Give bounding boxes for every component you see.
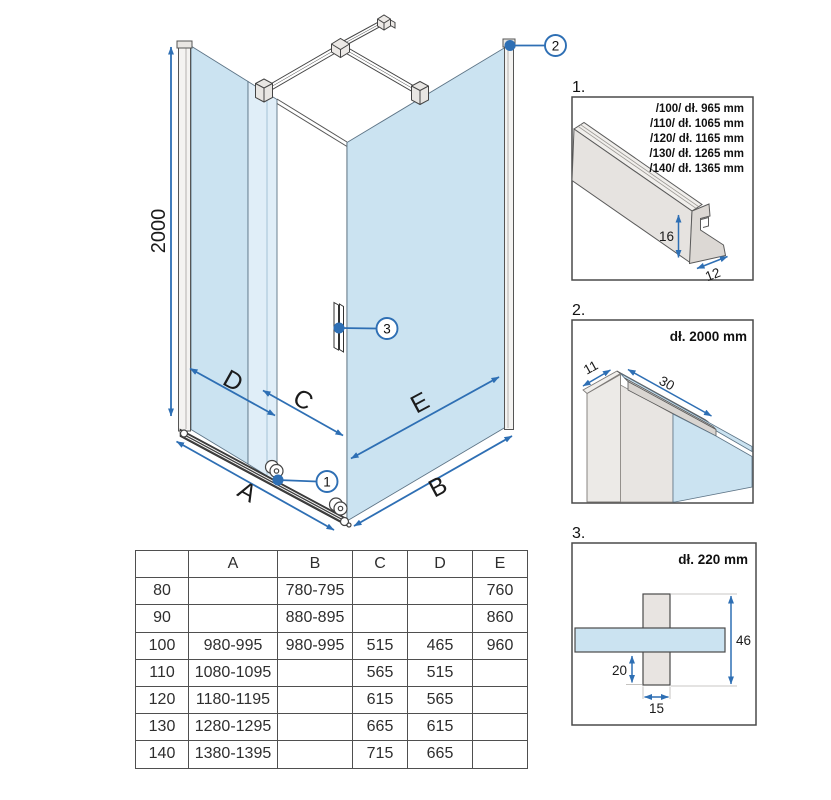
detail-2-dim-11: 11	[580, 357, 601, 378]
table-cell: 1280-1295	[189, 714, 278, 741]
table-cell: 760	[473, 578, 528, 605]
wall-profile-left-face	[587, 375, 621, 503]
detail-1-dim-12: 12	[703, 264, 723, 285]
table-row	[136, 605, 528, 632]
detail-2-dim-30: 30	[656, 372, 677, 394]
size-table	[135, 550, 528, 769]
table-cell: 80	[136, 578, 189, 605]
table-cell: 120	[136, 686, 189, 713]
table-cell: 90	[136, 605, 189, 632]
table-cell: 565	[408, 686, 473, 713]
glass-clamp-left	[256, 79, 273, 102]
table-cell: 880-895	[278, 605, 353, 632]
table-cell: 130	[136, 714, 189, 741]
top-support-bars	[256, 15, 429, 105]
dimension-d-label: D	[218, 364, 248, 398]
right-wall-profile	[503, 39, 515, 430]
table-header-cell	[136, 551, 189, 578]
table-cell	[278, 714, 353, 741]
table-cell: 1080-1095	[189, 659, 278, 686]
main-isometric-drawing	[148, 15, 566, 530]
detail-box-1	[572, 79, 753, 284]
detail-3-dim-15: 15	[648, 701, 665, 716]
table-cell	[278, 686, 353, 713]
table-cell	[189, 605, 278, 632]
table-cell: 140	[136, 741, 189, 768]
glass-section-bar	[575, 628, 725, 652]
table-row	[136, 741, 528, 768]
table-cell: 100	[136, 632, 189, 659]
table-cell: 980-995	[189, 632, 278, 659]
table-cell	[408, 578, 473, 605]
table-cell: 860	[473, 605, 528, 632]
detail-box-3	[572, 525, 756, 725]
table-row	[136, 578, 528, 605]
dimension-a-label: A	[232, 475, 262, 509]
detail-3-dim-46: 46	[736, 633, 752, 648]
table-cell: 465	[408, 632, 473, 659]
table-header-cell: A	[189, 551, 278, 578]
table-cell	[408, 605, 473, 632]
table-cell: 110	[136, 659, 189, 686]
detail-2-length: dł. 2000 mm	[669, 329, 747, 344]
dimension-b-label: B	[424, 470, 452, 504]
detail-1-dim-16: 16	[658, 229, 674, 244]
callout-1-dot	[273, 475, 284, 486]
table-cell	[473, 714, 528, 741]
svg-text:/140/ dł. 1365 mm: /140/ dł. 1365 mm	[649, 163, 744, 175]
table-cell: 1180-1195	[189, 686, 278, 713]
table-cell	[473, 741, 528, 768]
table-cell: 615	[408, 714, 473, 741]
table-row	[136, 659, 528, 686]
detail-3-length: dł. 220 mm	[678, 552, 748, 567]
table-cell: 960	[473, 632, 528, 659]
sliding-door-overlap-glass	[248, 82, 277, 483]
dimension-c-label: C	[288, 383, 318, 417]
left-fixed-glass-panel	[191, 46, 248, 464]
table-cell	[353, 578, 408, 605]
detail-2-label: 2.	[572, 302, 586, 319]
dimension-height-label: 2000	[148, 208, 170, 254]
table-cell: 515	[353, 632, 408, 659]
glass-clamp-right	[412, 82, 429, 105]
table-cell: 565	[353, 659, 408, 686]
detail-box-2	[572, 302, 753, 503]
svg-text:/120/ dł. 1165 mm: /120/ dł. 1165 mm	[650, 133, 744, 145]
table-cell	[278, 659, 353, 686]
table-header-cell: B	[278, 551, 353, 578]
svg-text:/110/ dł. 1065 mm: /110/ dł. 1065 mm	[650, 118, 744, 130]
table-header-cell: E	[473, 551, 528, 578]
detail-1-size-list	[649, 103, 744, 175]
table-cell: 665	[353, 714, 408, 741]
table-cell	[473, 686, 528, 713]
rail-profile-end-section	[690, 204, 726, 264]
table-cell: 780-795	[278, 578, 353, 605]
table-cell: 615	[353, 686, 408, 713]
table-cell	[353, 605, 408, 632]
table-cell: 980-995	[278, 632, 353, 659]
table-cell	[278, 741, 353, 768]
detail-3-dim-20: 20	[611, 663, 627, 678]
callout-1-number: 1	[323, 474, 331, 490]
table-cell: 515	[408, 659, 473, 686]
callout-3-number: 3	[383, 321, 391, 337]
table-cell: 665	[408, 741, 473, 768]
table-cell	[473, 659, 528, 686]
table-header-cell: C	[353, 551, 408, 578]
callout-3-dot	[334, 323, 345, 334]
svg-text:/130/ dł. 1265 mm: /130/ dł. 1265 mm	[649, 148, 744, 160]
callout-2-number: 2	[551, 38, 560, 54]
detail-3-label: 3.	[572, 525, 586, 542]
door-top-rail-line-1	[277, 99, 347, 142]
svg-text:/100/ dł. 965 mm: /100/ dł. 965 mm	[655, 103, 744, 115]
table-row	[136, 686, 528, 713]
detail-1-label: 1.	[572, 79, 586, 96]
wall-anchor-block	[378, 15, 396, 30]
table-cell: 1380-1395	[189, 741, 278, 768]
table-cell	[189, 578, 278, 605]
table-row	[136, 714, 528, 741]
callout-2-dot	[505, 40, 516, 51]
table-header-cell: D	[408, 551, 473, 578]
table-cell: 715	[353, 741, 408, 768]
table-row	[136, 632, 528, 659]
table-header-row	[136, 551, 528, 578]
dimension-e-label: E	[406, 386, 434, 420]
left-wall-profile	[177, 41, 192, 431]
right-fixed-glass-panel	[347, 48, 505, 522]
door-top-rail-line-2	[277, 104, 347, 147]
